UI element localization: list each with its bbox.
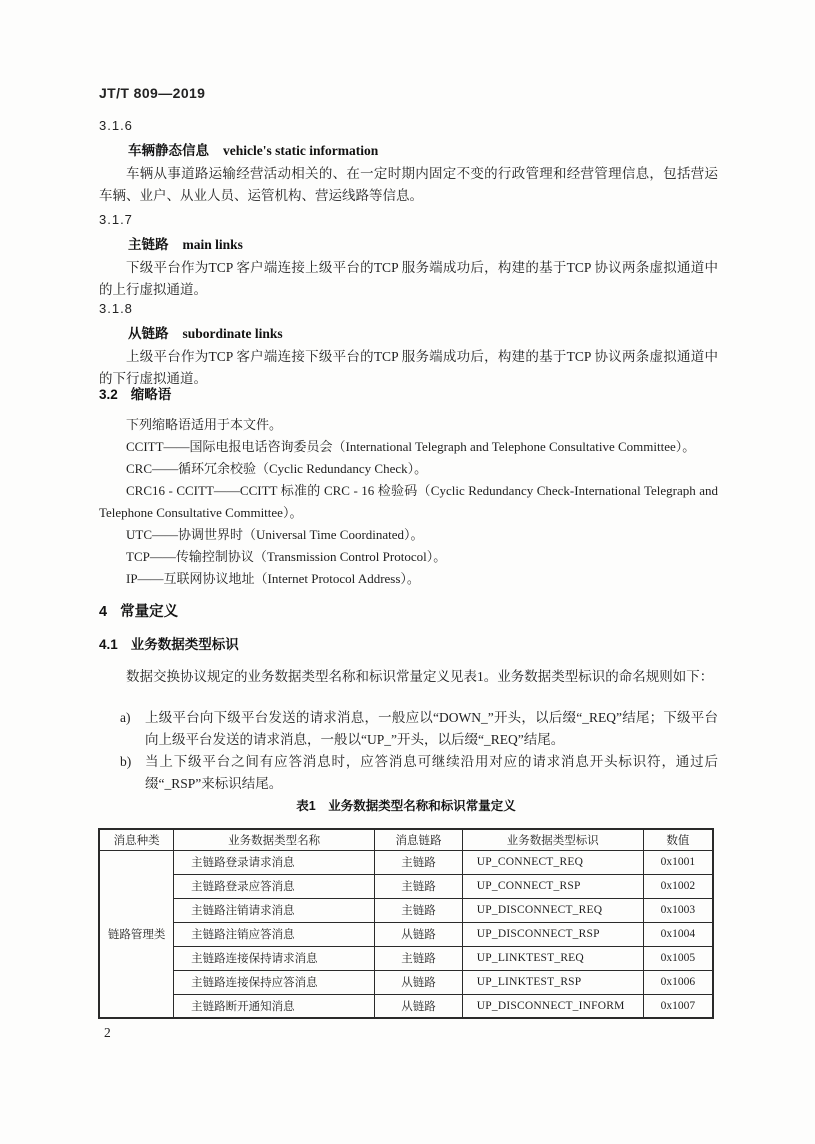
definition-3-1-6 — [99, 115, 718, 207]
definition-body: 上级平台作为TCP 客户端连接下级平台的TCP 服务端成功后，构建的基于TCP 协议两条虚拟通道中的下行虚拟通道。 — [99, 349, 718, 386]
section-heading-constants — [99, 600, 718, 624]
column-header-id: 业务数据类型标识 — [462, 829, 643, 850]
abbr-item: CRC——循环冗余校验（Cyclic Redundancy Check）。 — [126, 461, 428, 476]
list-item — [120, 751, 718, 795]
column-header-value: 数值 — [643, 829, 713, 850]
list-text: 当上下级平台之间有应答消息时，应答消息可继续沿用对应的请求消息开头标识符，通过后缀“_RSP”来标识结尾。 — [145, 754, 718, 791]
cell-value: 0x1005 — [643, 946, 713, 970]
column-header-category: 消息种类 — [99, 829, 174, 850]
cell-name: 主链路注销请求消息 — [174, 898, 375, 922]
cell-value: 0x1002 — [643, 874, 713, 898]
clause-number: 3.1.6 — [99, 118, 133, 133]
table-row — [99, 946, 713, 970]
cell-link: 主链路 — [375, 898, 463, 922]
table-row — [99, 898, 713, 922]
table-row — [99, 994, 713, 1018]
cell-name: 主链路断开通知消息 — [174, 994, 375, 1018]
cell-name: 主链路登录请求消息 — [174, 850, 375, 874]
list-text: 上级平台向下级平台发送的请求消息，一般应以“DOWN_”开头，以后缀“_REQ”结尾；下级平台向上级平台发送的请求消息，一般以“UP_”开头，以后缀“_REQ”结尾。 — [145, 710, 718, 747]
definition-3-1-7 — [99, 209, 718, 301]
section-number: 4 — [99, 604, 108, 620]
term-zh: 主链路 — [128, 237, 169, 252]
cell-link: 从链路 — [375, 994, 463, 1018]
abbr-item: CRC16 - CCITT——CCITT 标准的 CRC - 16 检验码（Cyclic Redundancy Check-International Telegraph and Telephone Consultative Committee）。 — [99, 483, 718, 520]
intro-paragraph: 数据交换协议规定的业务数据类型名称和标识常量定义见表1。业务数据类型标识的命名规则如下： — [126, 669, 714, 684]
table-caption: 表1 业务数据类型名称和标识常量定义 — [296, 799, 516, 813]
cell-id: UP_CONNECT_REQ — [462, 850, 643, 874]
subsection-intro — [99, 666, 718, 688]
cell-link: 主链路 — [375, 850, 463, 874]
cell-link: 从链路 — [375, 970, 463, 994]
cell-value: 0x1006 — [643, 970, 713, 994]
abbr-item: UTC——协调世界时（Universal Time Coordinated）。 — [126, 527, 424, 542]
cell-id: UP_DISCONNECT_INFORM — [462, 994, 643, 1018]
naming-rules-list — [99, 707, 718, 795]
cell-id: UP_DISCONNECT_REQ — [462, 898, 643, 922]
definition-3-1-8 — [99, 298, 718, 390]
table-row — [99, 970, 713, 994]
cell-value: 0x1007 — [643, 994, 713, 1018]
cell-id: UP_LINKTEST_REQ — [462, 946, 643, 970]
section-number: 4.1 — [99, 637, 118, 652]
section-heading-data-type-id — [99, 633, 718, 657]
table-row — [99, 874, 713, 898]
cell-id: UP_CONNECT_RSP — [462, 874, 643, 898]
term-line — [99, 233, 718, 257]
cell-link: 主链路 — [375, 874, 463, 898]
list-marker: a) — [120, 710, 131, 725]
definition-body: 下级平台作为TCP 客户端连接上级平台的TCP 服务端成功后，构建的基于TCP 协议两条虚拟通道中的上行虚拟通道。 — [99, 260, 718, 297]
term-zh: 车辆静态信息 — [128, 143, 209, 158]
term-en: vehicle's static information — [223, 143, 379, 158]
column-header-name: 业务数据类型名称 — [174, 829, 375, 850]
cell-name: 主链路连接保持应答消息 — [174, 970, 375, 994]
data-type-table — [98, 828, 714, 1019]
term-line — [99, 139, 718, 163]
section-title: 缩略语 — [130, 387, 172, 402]
table-header-row — [99, 829, 713, 850]
doc-code-header: JT/T 809—2019 — [99, 85, 206, 101]
cell-id: UP_LINKTEST_RSP — [462, 970, 643, 994]
cell-link: 主链路 — [375, 946, 463, 970]
abbr-item: TCP——传输控制协议（Transmission Control Protocol）。 — [126, 549, 447, 564]
term-line — [99, 322, 718, 346]
clause-number: 3.1.8 — [99, 301, 133, 316]
abbreviation-list — [99, 414, 718, 590]
table-row — [99, 922, 713, 946]
section-number: 3.2 — [99, 387, 118, 402]
cell-value: 0x1003 — [643, 898, 713, 922]
cell-value: 0x1001 — [643, 850, 713, 874]
abbr-item: CCITT——国际电报电话咨询委员会（International Telegraph and Telephone Consultative Committee）。 — [126, 439, 696, 454]
term-en: subordinate links — [182, 326, 283, 341]
clause-number: 3.1.7 — [99, 212, 133, 227]
cell-name: 主链路连接保持请求消息 — [174, 946, 375, 970]
section-heading-abbreviations — [99, 383, 718, 407]
cell-name: 主链路登录应答消息 — [174, 874, 375, 898]
term-en: main links — [182, 237, 243, 252]
cell-name: 主链路注销应答消息 — [174, 922, 375, 946]
list-marker: b) — [120, 754, 132, 769]
abbr-intro: 下列缩略语适用于本文件。 — [126, 417, 283, 432]
section-title: 常量定义 — [120, 604, 179, 620]
term-zh: 从链路 — [128, 326, 169, 341]
abbr-item: IP——互联网协议地址（Internet Protocol Address）。 — [126, 571, 420, 586]
list-item — [120, 707, 718, 751]
section-title: 业务数据类型标识 — [130, 637, 239, 652]
cell-id: UP_DISCONNECT_RSP — [462, 922, 643, 946]
definition-body: 车辆从事道路运输经营活动相关的、在一定时期内固定不变的行政管理和经营管理信息，包括营运车辆、业户、从业人员、运管机构、营运线路等信息。 — [99, 166, 718, 203]
group-cell: 链路管理类 — [99, 850, 174, 1018]
table-row — [99, 850, 713, 874]
column-header-link: 消息链路 — [375, 829, 463, 850]
page-number: 2 — [104, 1025, 111, 1040]
cell-link: 从链路 — [375, 922, 463, 946]
cell-value: 0x1004 — [643, 922, 713, 946]
